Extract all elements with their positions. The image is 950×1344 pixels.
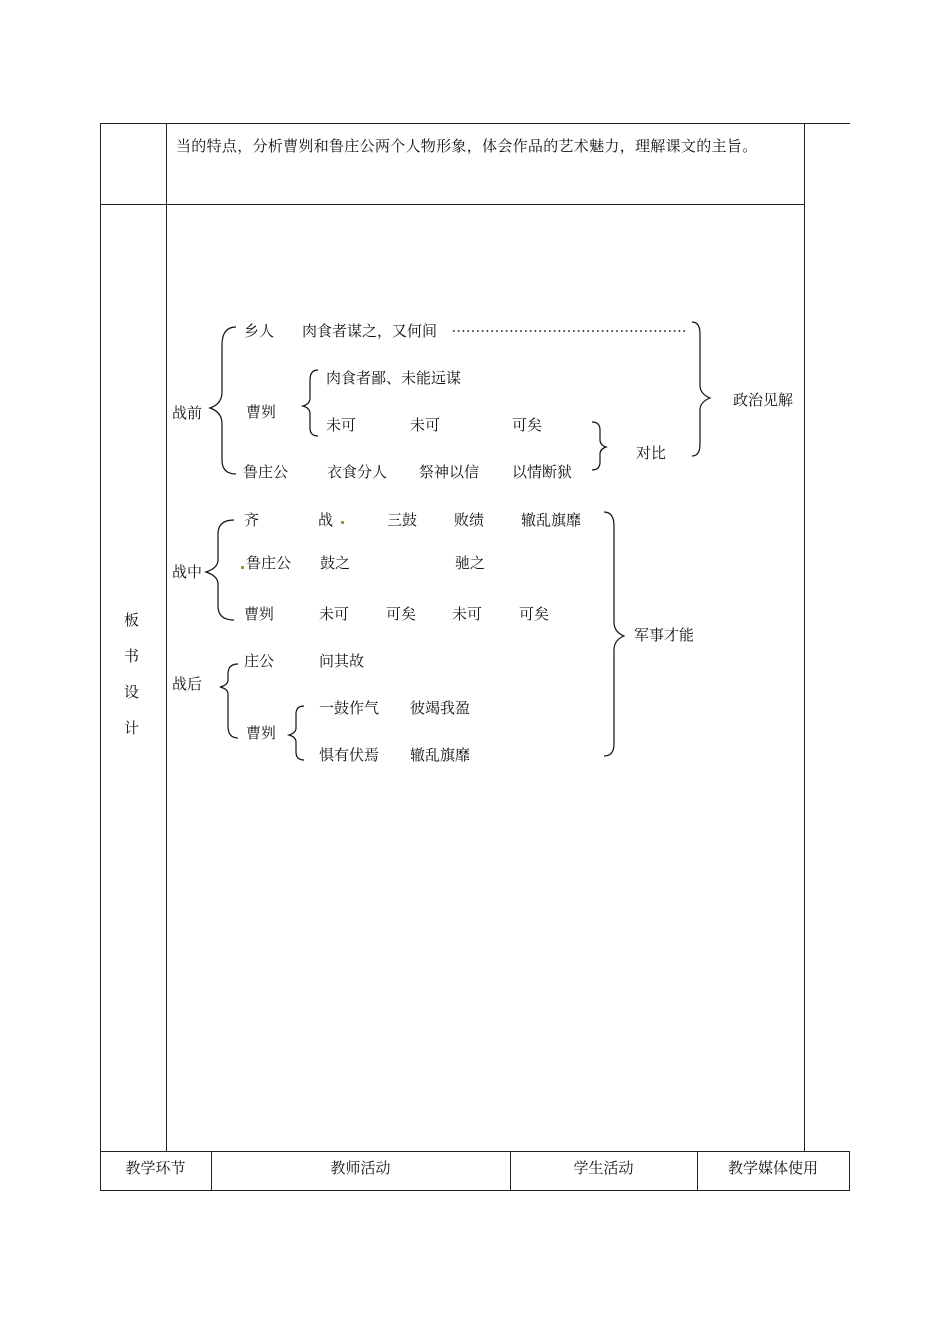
brace-cao-before: [303, 370, 318, 436]
speck-2: [241, 566, 244, 569]
cao-before-item-3: 可矣: [512, 416, 543, 434]
cao-after-line1-item-1: 一鼓作气: [319, 699, 380, 717]
qi-label: 齐: [244, 511, 260, 529]
section-label-char-4: 计: [124, 719, 140, 737]
villager-label: 乡人: [244, 322, 275, 340]
section-label-char-1: 板: [124, 611, 140, 629]
cao-after-label: 曹刿: [246, 724, 277, 742]
brace-contrast: [592, 422, 606, 470]
duke-before-label: 鲁庄公: [243, 463, 289, 481]
cao-after-line2-item-2: 辙乱旗靡: [410, 746, 471, 764]
speck-1: [341, 521, 344, 524]
brace-during: [206, 520, 234, 620]
duke-during-item-1: 鼓之: [320, 554, 351, 572]
brace-political: [692, 322, 710, 456]
duke-before-item-1: 衣食分人: [327, 463, 388, 481]
brace-cao-after: [289, 706, 304, 760]
cao-during-item-1: 未可: [319, 605, 350, 623]
cao-before-label: 曹刿: [246, 403, 277, 421]
cao-during-label: 曹刿: [244, 605, 275, 623]
duke-during-item-2: 驰之: [455, 554, 486, 572]
brace-military: [604, 512, 624, 756]
after-label: 战后: [172, 675, 203, 693]
duke-after-item: 问其故: [319, 652, 365, 670]
military-label: 军事才能: [634, 626, 695, 644]
brace-before: [210, 327, 236, 474]
header-media-use: 教学媒体使用: [727, 1159, 818, 1177]
cao-before-line1: 肉食者鄙、未能远谋: [326, 369, 462, 387]
duke-after-label: 庄公: [244, 652, 275, 670]
cao-after-line2-item-1: 惧有伏焉: [319, 746, 380, 764]
section-label-char-2: 书: [124, 647, 140, 665]
qi-item-4: 辙乱旗靡: [521, 511, 582, 529]
brace-after: [220, 664, 238, 738]
qi-item-2: 三鼓: [387, 511, 418, 529]
cao-before-item-1: 未可: [326, 416, 357, 434]
duke-before-item-2: 祭神以信: [419, 463, 480, 481]
cao-during-item-2: 可矣: [386, 605, 417, 623]
cao-before-item-2: 未可: [410, 416, 441, 434]
qi-item-3: 败绩: [454, 511, 485, 529]
section-label-char-3: 设: [124, 683, 140, 701]
contrast-label: 对比: [636, 444, 667, 462]
qi-item-1: 战: [318, 511, 334, 529]
header-student-activity: 学生活动: [573, 1159, 634, 1177]
cao-during-item-3: 未可: [452, 605, 483, 623]
political-label: 政治见解: [733, 391, 794, 409]
before-label: 战前: [172, 404, 203, 422]
cao-after-line1-item-2: 彼竭我盈: [410, 699, 471, 717]
duke-before-item-3: 以情断狱: [512, 463, 573, 481]
during-label: 战中: [172, 563, 203, 581]
villager-quote: 肉食者谋之，又何间: [302, 322, 438, 340]
header-teacher-activity: 教师活动: [330, 1159, 391, 1177]
duke-during-label: 鲁庄公: [246, 554, 292, 572]
header-teaching-stage: 教学环节: [125, 1159, 186, 1177]
teaching-goal-text: 当的特点，分析曹刿和鲁庄公两个人物形象，体会作品的艺术魅力，理解课文的主旨。: [176, 137, 758, 155]
cao-during-item-4: 可矣: [519, 605, 550, 623]
